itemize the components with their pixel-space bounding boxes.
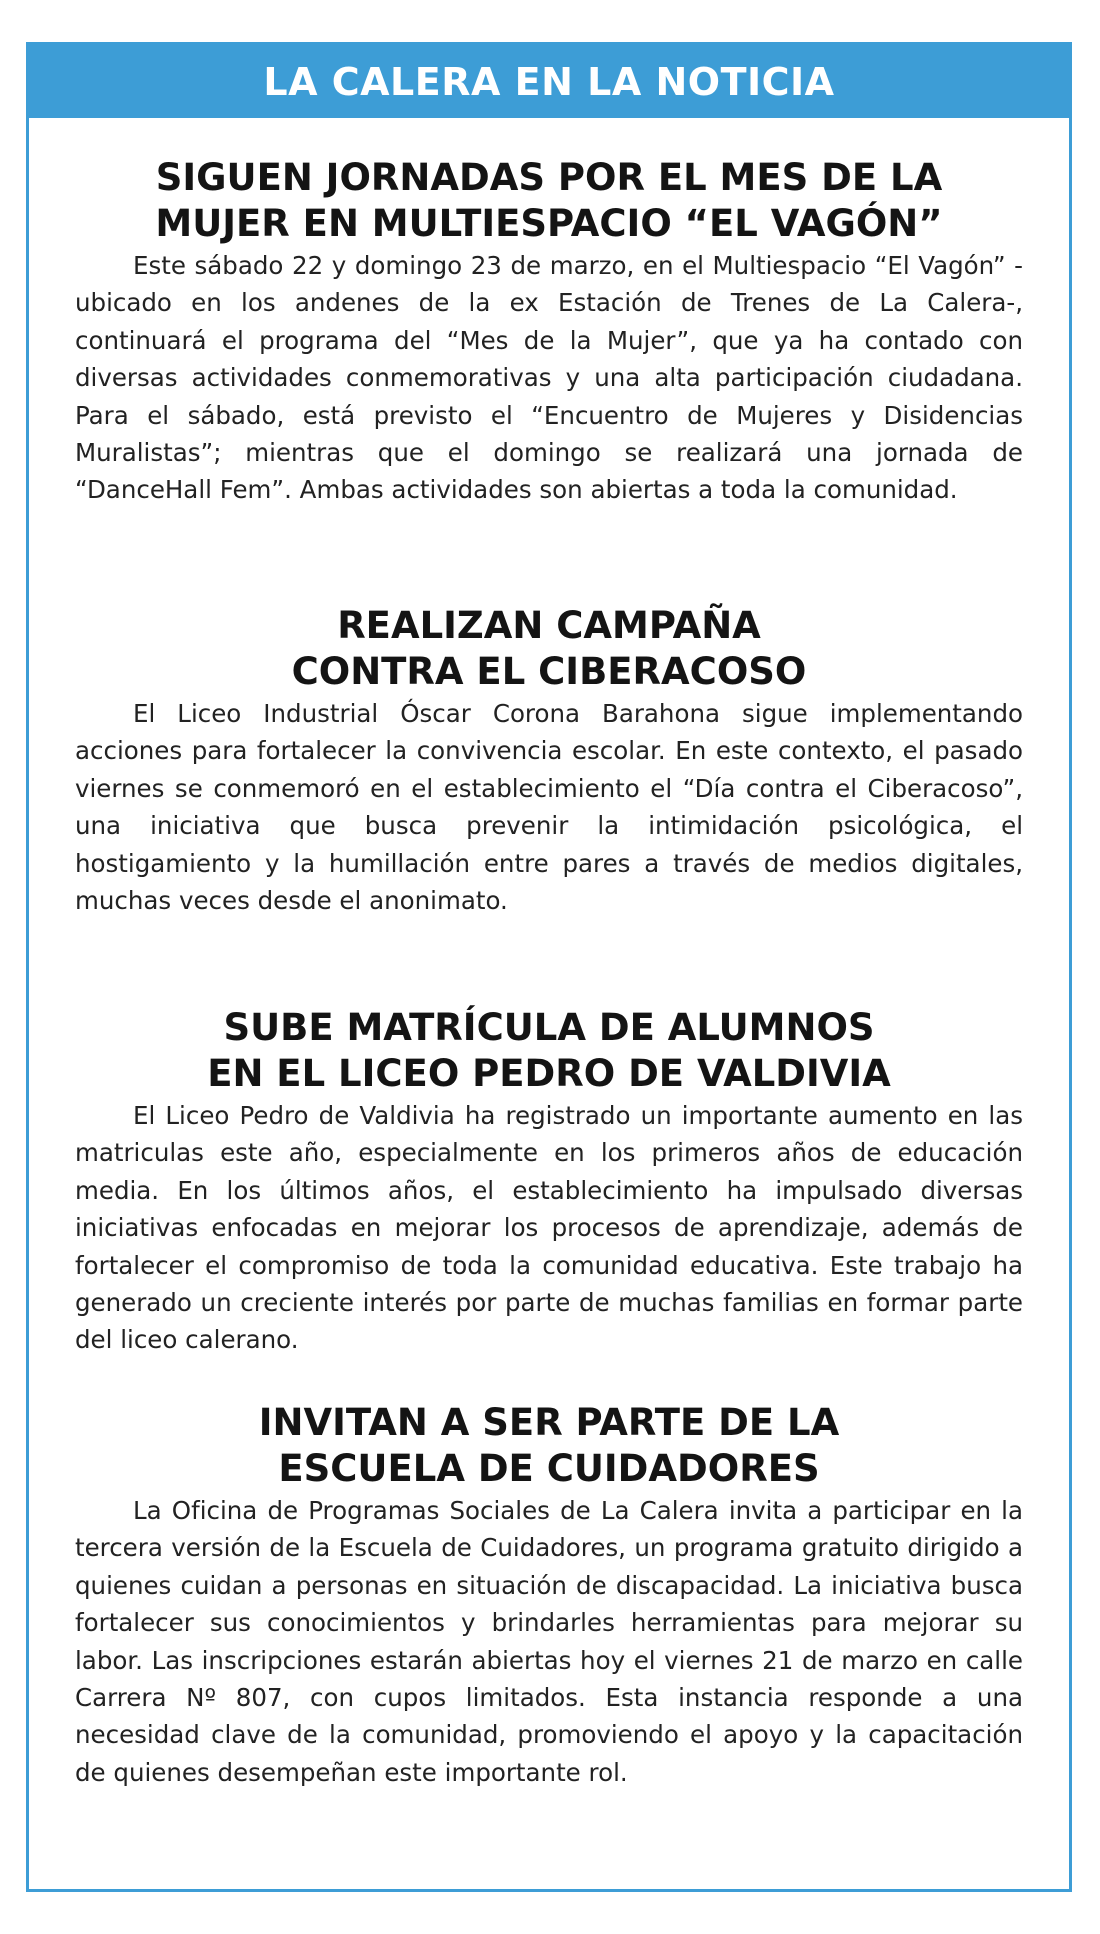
article-ciberacoso [75, 603, 1023, 919]
article-headline: SIGUEN JORNADAS POR EL MES DE LA MUJER EN MULTIESPACIO “EL VAGÓN” [155, 156, 943, 245]
article-headline: REALIZAN CAMPAÑA CONTRA EL CIBERACOSO [291, 604, 807, 693]
article-mes-de-la-mujer [75, 155, 1023, 509]
article-escuela-cuidadores [75, 1400, 1023, 1791]
news-box [26, 42, 1072, 1892]
article-body: La Oficina de Programas Sociales de La Calera invita a participar en la tercera versión de la Escuela de Cuidadores, un programa gratuito dirigido a quienes cuidan a personas en situación de discapacidad. La iniciativa busca fortalecer sus conocimientos y brindarles herramientas para mejorar su labor. Las inscripciones estarán abiertas hoy el viernes 21 de marzo en calle Carrera Nº 807, con cupos limitados. Esta instancia responde a una necesidad clave de la comunidad, promoviendo el apoyo y la capacitación de quienes desempeñan este importante rol. [75, 1496, 1023, 1787]
article-headline: INVITAN A SER PARTE DE LA ESCUELA DE CUIDADORES [258, 1401, 840, 1490]
article-body: Este sábado 22 y domingo 23 de marzo, en el Multiespacio “El Vagón” -ubicado en los andenes de la ex Estación de Trenes de La Calera-, continuará el programa del “Mes de la Mujer”, que ya ha contado con diversas actividades conmemorativas y una alta participación ciudadana. Para el sábado, está previsto el “Encuentro de Mujeres y Disidencias Muralistas”; mientras que el domingo se realizará una jornada de “DanceHall Fem”. Ambas actividades son abiertas a toda la comunidad. [75, 251, 1023, 505]
article-body: El Liceo Industrial Óscar Corona Barahona sigue implementando acciones para fortalecer la convivencia escolar. En este contexto, el pasado viernes se conmemoró en el establecimiento el “Día contra el Ciberacoso”, una iniciativa que busca prevenir la intimidación psicológica, el hostigamiento y la humillación entre pares a través de medios digitales, muchas veces desde el anonimato. [75, 699, 1023, 916]
section-banner: LA CALERA EN LA NOTICIA [29, 45, 1069, 118]
article-matricula-liceo [75, 1005, 1023, 1359]
article-body: El Liceo Pedro de Valdivia ha registrado un importante aumento en las matriculas este año, especialmente en los primeros años de educación media. En los últimos años, el establecimiento ha impulsado diversas iniciativas enfocadas en mejorar los procesos de aprendizaje, además de fortalecer el compromiso de toda la comunidad educativa. Este trabajo ha generado un creciente interés por parte de muchas familias en formar parte del liceo calerano. [75, 1101, 1023, 1355]
article-headline: SUBE MATRÍCULA DE ALUMNOS EN EL LICEO PEDRO DE VALDIVIA [207, 1006, 891, 1095]
